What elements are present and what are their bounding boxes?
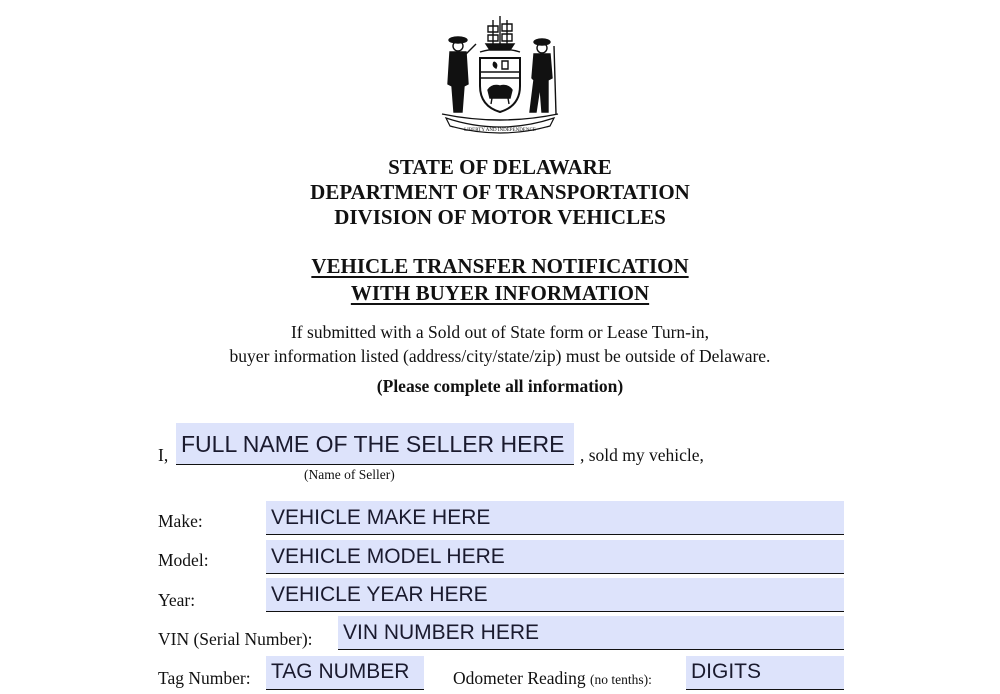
- odometer-label: Odometer Reading (no tenths):: [453, 668, 652, 688]
- seller-name-field[interactable]: FULL NAME OF THE SELLER HERE: [176, 423, 574, 465]
- seller-caption: (Name of Seller): [304, 467, 395, 482]
- form-title-line2: WITH BUYER INFORMATION: [350, 281, 650, 305]
- make-label: Make:: [158, 511, 203, 531]
- delaware-seal-icon: [436, 14, 564, 138]
- instruction-text: (Please complete all information): [376, 376, 624, 396]
- vin-field[interactable]: VIN NUMBER HERE: [338, 616, 844, 650]
- seller-prefix: I,: [158, 445, 169, 465]
- model-field[interactable]: VEHICLE MODEL HERE: [266, 540, 844, 574]
- year-label: Year:: [158, 590, 196, 610]
- make-field[interactable]: VEHICLE MAKE HERE: [266, 501, 844, 535]
- year-field[interactable]: VEHICLE YEAR HERE: [266, 578, 844, 612]
- notice-line2: buyer information listed (address/city/state/zip) must be outside of Delaware.: [229, 346, 771, 366]
- tag-label: Tag Number:: [158, 668, 251, 688]
- vin-label: VIN (Serial Number):: [158, 629, 313, 649]
- odometer-field[interactable]: DIGITS: [686, 656, 844, 690]
- notice-line1: If submitted with a Sold out of State form or Lease Turn-in,: [290, 322, 709, 342]
- header-department: DEPARTMENT OF TRANSPORTATION: [310, 180, 690, 204]
- header-division: DIVISION OF MOTOR VEHICLES: [334, 205, 666, 229]
- header-state: STATE OF DELAWARE: [388, 155, 612, 179]
- form-title-line1: VEHICLE TRANSFER NOTIFICATION: [311, 254, 689, 278]
- model-label: Model:: [158, 550, 209, 570]
- tag-field[interactable]: TAG NUMBER: [266, 656, 424, 690]
- svg-text:LIBERTY AND INDEPENDENCE: LIBERTY AND INDEPENDENCE: [464, 128, 536, 133]
- seller-suffix: , sold my vehicle,: [580, 445, 704, 465]
- odometer-label-note: (no tenths):: [590, 672, 652, 687]
